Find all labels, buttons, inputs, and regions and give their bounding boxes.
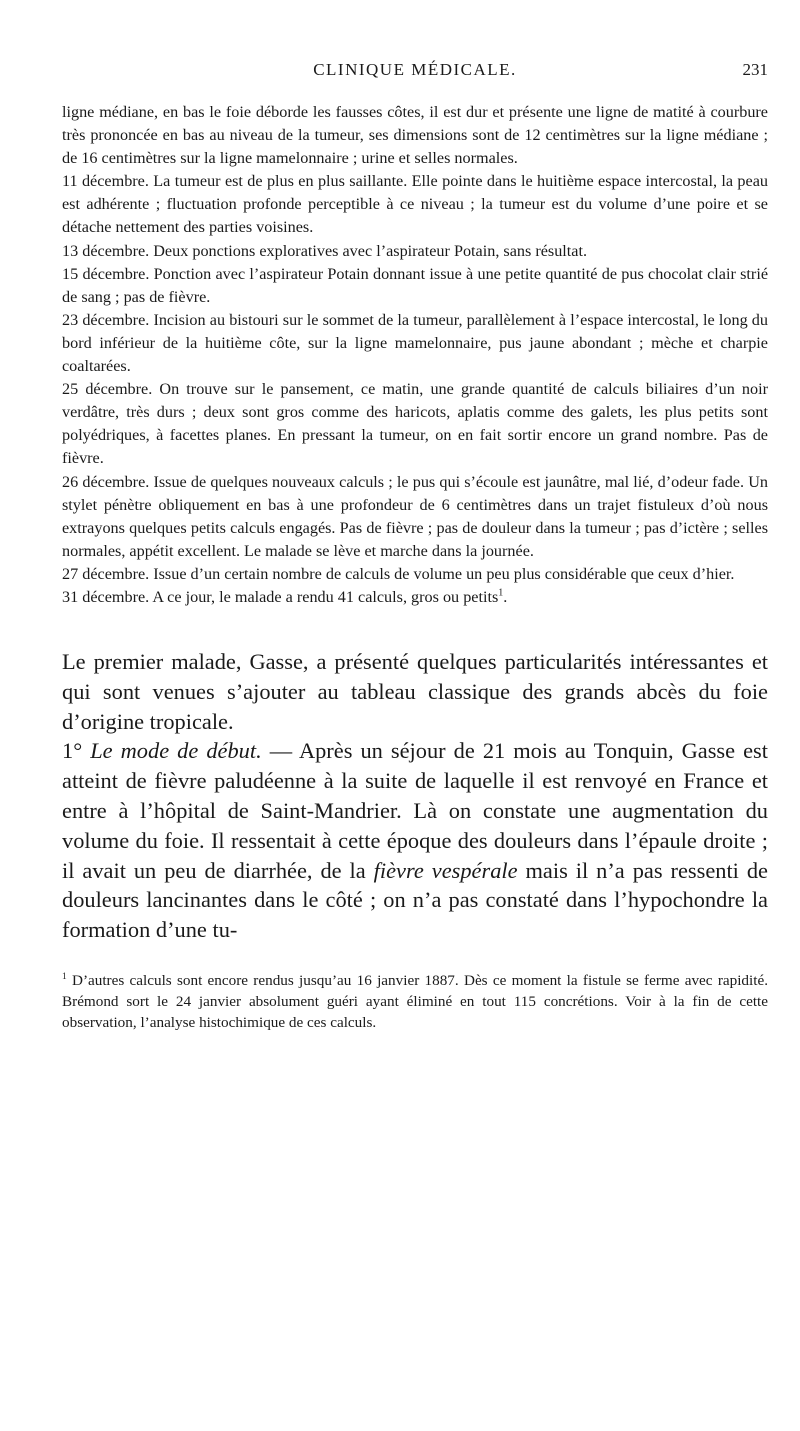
footnote-marker: 1 [62,971,67,982]
footnote-text [62,971,768,1033]
running-head [62,60,768,98]
running-title: CLINIQUE MÉDICALE. [313,60,517,79]
page-number: 231 [742,60,768,79]
observation-entry [62,586,768,609]
section-number: 1° [62,738,83,764]
section-text: — Après un séjour de 21 mois au Tonquin, Gasse est atteint de fièvre paludéenne à la suite de laquelle il est renvoyé en France et entre à l’hôpital de Saint-Mandrier. Là on constate une augmentation du volume du foie. Il ressentait à cette époque des douleurs dans l’épaule droite ; il avait un peu de diarrhée, de la [62,738,768,883]
section-text: mais il n’a pas ressenti de douleurs lancinantes dans le côté ; on n’a pas constaté dans l’hypochondre la formation d’une tu- [62,857,768,943]
book-page [62,0,768,1033]
observation-entry-tail: . [503,587,508,606]
observation-entry: 23 décembre. Incision au bistouri sur le sommet de la tumeur, parallèlement à l’espace intercostal, le long du bord inférieur de la huitième côte, sur la ligne mamelonnaire, pus jaune abondant ; mèche et charpie coaltarées. [62,310,768,376]
observation-entry-text: 31 décembre. A ce jour, le malade a rendu 41 calculs, gros ou petits [62,587,499,606]
observation-log [62,101,768,609]
observation-continuation: ligne médiane, en bas le foie déborde les fausses côtes, il est dur et présente une ligne de matité à courbure très prononcée en bas au niveau de la tumeur, ses dimensions sont de 12 centimètres sur la ligne médiane ; de 16 centimètres sur la ligne mamelonnaire ; urine et selles normales. [62,103,768,168]
main-text [62,647,768,945]
main-paragraph [62,736,768,945]
main-paragraph: Le premier malade, Gasse, a présenté quelques particularités intéressantes et qui sont venues s’ajouter au tableau classique des grands abcès du foie d’origine tropicale. [62,649,768,734]
observation-entry: 25 décembre. On trouve sur le pansement, ce matin, une grande quantité de calculs biliaires d’un noir verdâtre, très durs ; deux sont gros comme des haricots, aplatis comme des galets, les plus petits sont polyédriques, à facettes planes. En pressant la tumeur, on en fait sortir encore un grand nombre. Pas de fièvre. [62,380,768,468]
observation-entry: 11 décembre. La tumeur est de plus en plus saillante. Elle pointe dans le huitième espace intercostal, la peau est adhérente ; fluctuation profonde perceptible à ce niveau ; la tumeur est du volume d’une poire et se détache nettement des parties voisines. [62,172,768,237]
footnote-body: D’autres calculs sont encore rendus jusqu’au 16 janvier 1887. Dès ce moment la fistule se ferme avec rapidité. Brémond sort le 24 janvier absolument guéri ayant éliminé en tout 115 concrétions. Voir à la fin de cette observation, l’analyse histochimique de ces calculs. [62,972,768,1031]
observation-entry: 15 décembre. Ponction avec l’aspirateur Potain donnant issue à une petite quantité de pus chocolat clair strié de sang ; pas de fièvre. [62,264,768,306]
footnote [62,971,768,1033]
footnote-reference[interactable]: 1 [498,587,504,599]
observation-entry: 27 décembre. Issue d’un certain nombre de calculs de volume un peu plus considérable que ceux d’hier. [62,564,735,583]
observation-entry: 26 décembre. Issue de quelques nouveaux calculs ; le pus qui s’écoule est jaunâtre, mal lié, d’odeur fade. Un stylet pénètre obliquement en bas à une profondeur de 6 centimètres dans un trajet fistuleux d’où nous extrayons quelques petits calculs engagés. Pas de fièvre ; pas de douleur dans la tumeur ; pas d’ictère ; selles normales, appétit excellent. Le malade se lève et marche dans la journée. [62,472,768,560]
emphasized-term: fièvre vespérale [373,857,518,883]
section-heading: Le mode de début. [90,738,262,764]
observation-entry: 13 décembre. Deux ponctions exploratives avec l’aspirateur Potain, sans résultat. [62,241,588,260]
